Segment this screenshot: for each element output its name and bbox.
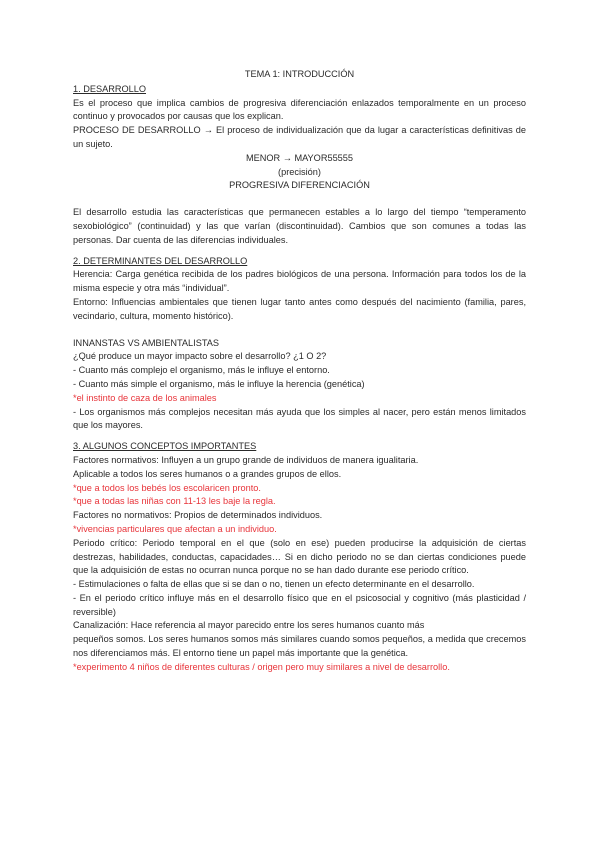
paragraph: El desarrollo estudia las características que permanecen estables a lo largo del tiempo “temperamento sexobiológico” (continuidad) y las que varían (discontinuidad). Cambios que son comunes a todas las personas. Dar cuenta de las diferencias individuales. (73, 207, 526, 245)
example-note: *el instinto de caza de los animales (73, 392, 217, 403)
example-note: *que a todos los bebés los escolaricen pronto. (73, 482, 261, 493)
term-text: Carga genética recibida de los padres biológicos de una persona. Información para todos los de la misma especie y otra más “individual”. (73, 269, 526, 294)
term-label: Factores normativos: (73, 454, 159, 465)
definition-periodo-critico (73, 537, 526, 578)
list-item: - Estimulaciones o falta de ellas que si se dan o no, tienen un efecto determinante en el desarrollo. (73, 579, 475, 590)
definition-canalizacion (73, 619, 526, 633)
paragraph: Aplicable a todos los seres humanos o a grandes grupos de ellos. (73, 468, 342, 479)
term-text: Propios de determinados individuos. (171, 510, 323, 521)
term-label: Entorno: (73, 296, 108, 307)
term-text: Periodo temporal en el que (solo en ese) pueden producirse la adquisición de ciertas destrezas, habilidades, conductas, capacidades… Si en dicho periodo no se dan ciertas condiciones puede que la adquisición de estas no ocurran nunca porque no se han dado durante ese periodo crítico. (73, 537, 526, 576)
document-title: TEMA 1: INTRODUCCIÓN (244, 69, 355, 79)
document-page (73, 68, 526, 675)
definition-factores-no-normativos (73, 509, 526, 523)
term-label: Periodo crítico: (73, 537, 138, 548)
paragraph: PROCESO DE DESARROLLO → El proceso de individualización que da lugar a características definitivas de un sujeto. (73, 125, 526, 149)
list-item: - En el periodo crítico influye más en el desarrollo físico que en el psicosocial y cognitivo (más plasticidad / reversible) (73, 592, 526, 617)
example-note: *que a todas las niñas con 11-13 les baje la regla. (73, 496, 276, 507)
definition-factores-normativos (73, 454, 526, 468)
term-text: Influyen a un grupo grande de individuos de manera igualitaria. (158, 454, 419, 465)
list-item: - Cuanto más simple el organismo, más le influye la herencia (genética) (73, 378, 365, 389)
section-heading-conceptos: 3. ALGUNOS CONCEPTOS IMPORTANTES (73, 441, 257, 452)
list-item: - Cuanto más complejo el organismo, más le influye el entorno. (73, 365, 330, 376)
paragraph: Es el proceso que implica cambios de progresiva diferenciación enlazados temporalmente en un proceso continuo y provocados por causas que los explican. (73, 97, 526, 122)
term-label: Herencia: (73, 269, 113, 280)
paragraph: pequeños somos. Los seres humanos somos más similares cuando somos pequeños, a medida que crecemos nos diferenciamos más. El entorno tiene un papel más importante que la genética. (73, 634, 526, 659)
term-label: Canalización: (73, 620, 129, 631)
section-heading-determinantes: 2. DETERMINANTES DEL DESARROLLO (73, 255, 248, 266)
list-item: - Los organismos más complejos necesitan más ayuda que los simples al nacer, pero están menos limitados que los mayores. (73, 406, 526, 431)
centered-line: PROGRESIVA DIFERENCIACIÓN (229, 180, 370, 191)
paragraph: ¿Qué produce un mayor impacto sobre el desarrollo? ¿1 O 2? (73, 351, 327, 362)
example-note: *experimento 4 niños de diferentes culturas / origen pero muy similares a nivel de desarrollo. (73, 661, 450, 672)
section-heading-innatistas: INNANSTAS VS AMBIENTALISTAS (73, 337, 220, 348)
centered-line: (precisión) (278, 166, 321, 177)
centered-line: MENOR → MAYOR55555 (245, 152, 354, 163)
example-note: *vivencias particulares que afectan a un individuo. (73, 523, 277, 534)
definition-entorno (73, 296, 526, 324)
definition-herencia (73, 268, 526, 296)
term-text: Hace referencia al mayor parecido entre los seres humanos cuanto más (128, 620, 425, 631)
section-heading-desarrollo: 1. DESARROLLO (73, 83, 147, 94)
term-text: Influencias ambientales que tienen lugar tanto antes como después del nacimiento (familia, pares, vecindario, cultura, momento histórico). (73, 296, 526, 321)
term-label: Factores no normativos: (73, 510, 172, 521)
